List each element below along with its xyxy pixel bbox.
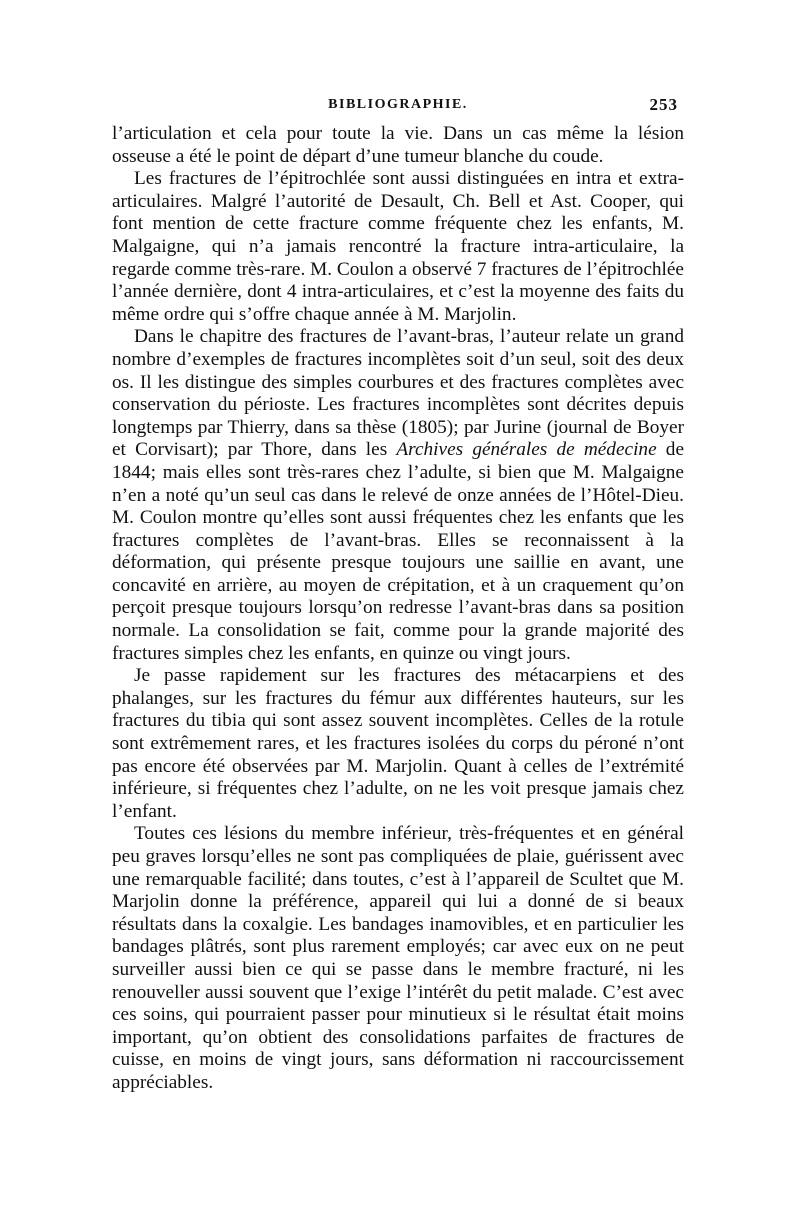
- paragraph-text: Dans le chapitre des fractures de l’avant-bras, l’auteur relate un grand nombre d’exemples de fractures incomplètes soit d’un seul, soit des deux os. Il les distingue des simples courbures et des fractures complètes avec conservation du périoste. Les fractures incomplètes sont décrites depuis longtemps par Thierry, dans sa thèse (1805); par Jurine (journal de Boyer et Corvisart); par Thore, dans les: [112, 326, 684, 461]
- book-page: [112, 97, 684, 1095]
- running-head: [112, 97, 684, 123]
- journal-title: Archives générales de médecine: [396, 439, 657, 461]
- paragraph: Je passe rapidement sur les fractures des métacarpiens et des phalanges, sur les fractures du fémur aux différentes hauteurs, sur les fractures du tibia qui sont assez souvent incomplètes. Celles de la rotule sont extrêmement rares, et les fractures isolées du corps du péroné n’ont pas encore été observées par M. Marjolin. Quant à celles de l’extrémité inférieure, si fréquentes chez l’adulte, on ne les voit presque jamais chez l’enfant.: [112, 665, 684, 822]
- running-title: BIBLIOGRAPHIE.: [328, 97, 468, 112]
- paragraph: [112, 326, 684, 665]
- paragraph: l’articulation et cela pour toute la vie. Dans un cas même la lésion osseuse a été le point de départ d’une tumeur blanche du coude.: [112, 123, 684, 167]
- page-number: 253: [649, 95, 678, 114]
- paragraph: Toutes ces lésions du membre inférieur, très-fréquentes et en général peu graves lorsqu’elles ne sont pas compliquées de plaie, guérissent avec une remarquable facilité; dans toutes, c’est à l’appareil de Scultet que M. Marjolin donne la préférence, appareil qui lui a donné de si beaux résultats dans la coxalgie. Les bandages inamovibles, et en particulier les bandages plâtrés, sont plus rarement employés; car avec eux on ne peut surveiller aussi bien ce qui se passe dans le membre fracturé, ni les renouveller aussi souvent que l’exige l’intérêt du petit malade. C’est avec ces soins, qui pourraient passer pour minutieux si le résultat était moins important, qu’on obtient des consolidations parfaites de fractures de cuisse, en moins de vingt jours, sans déformation ni raccourcissement appréciables.: [112, 823, 684, 1093]
- paragraph: Les fractures de l’épitrochlée sont aussi distinguées en intra et extra-articulaires. Malgré l’autorité de Desault, Ch. Bell et Ast. Cooper, qui font mention de cette fracture comme fréquente chez les enfants, M. Malgaigne, qui n’a jamais rencontré la fracture intra-articulaire, la regarde comme très-rare. M. Coulon a observé 7 fractures de l’épitrochlée l’année dernière, dont 4 intra-articulaires, et c’est la moyenne des faits du même ordre qui s’offre chaque année à M. Marjolin.: [112, 168, 684, 325]
- body-text: [112, 123, 684, 1095]
- paragraph-text: de 1844; mais elles sont très-rares chez l’adulte, si bien que M. Malgaigne n’en a noté qu’un seul cas dans le relevé de onze années de l’Hôtel-Dieu. M. Coulon montre qu’elles sont aussi fréquentes chez les enfants que les fractures complètes de l’avant-bras. Elles se reconnaissent à la déformation, qui présente presque toujours une saillie en avant, une concavité en arrière, au moyen de crépitation, et à un craquement qu’on perçoit presque toujours lorsqu’on redresse l’avant-bras dans sa position normale. La consolidation se fait, comme pour la grande majorité des fractures simples chez les enfants, en quinze ou vingt jours.: [112, 439, 684, 664]
